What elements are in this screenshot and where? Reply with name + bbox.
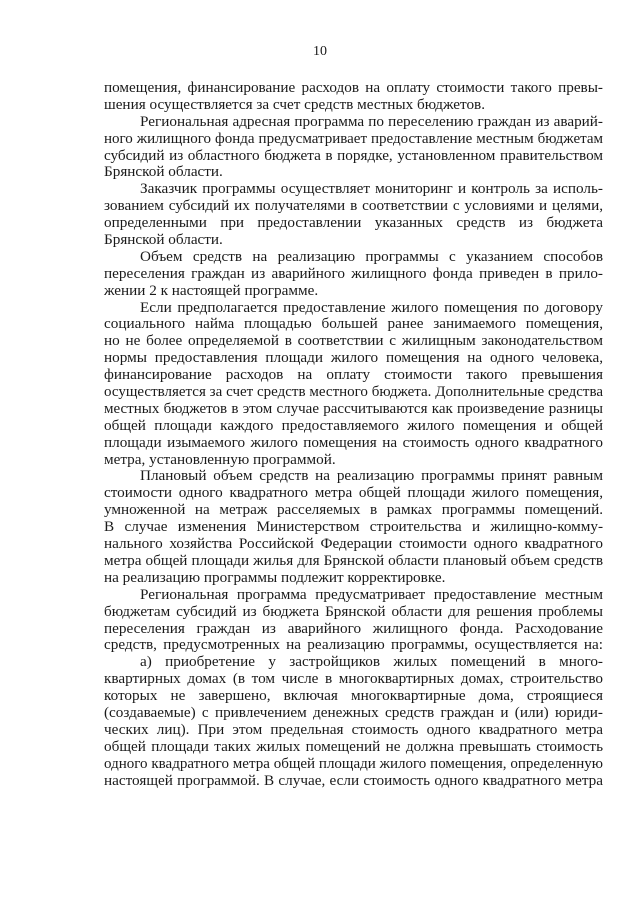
text-line: переселения граждан из аварийного жилищного фонда приведен в прило- bbox=[104, 264, 603, 282]
text-line: субсидий из областного бюджета в порядке, установленном правительством bbox=[104, 146, 603, 164]
text-line: Региональная адресная программа по переселению граждан из аварий- bbox=[140, 112, 603, 130]
text-line: бюджетам субсидий из бюджета Брянской области для решения проблемы bbox=[104, 602, 603, 620]
text-line: В случае изменения Министерством строительства и жилищно-комму- bbox=[104, 518, 603, 536]
text-line: определенными при предоставлении указанных средств из бюджета bbox=[104, 214, 603, 232]
text-line: социального найма площадью большей ранее занимаемого помещения, bbox=[104, 315, 603, 333]
text-line: квартирных домах (в том числе в многоквартирных домах, строительство bbox=[104, 670, 603, 688]
text-line: ного жилищного фонда предусматривает предоставление местным бюджетам bbox=[104, 130, 603, 147]
text-line: нального хозяйства Российской Федерации стоимости одного квадратного bbox=[104, 535, 603, 553]
text-line: нормы предоставления площади жилого помещения на одного человека, bbox=[104, 349, 603, 367]
text-line: жении 2 к настоящей программе. bbox=[104, 281, 319, 299]
text-line: которых не завершено, включая многоквартирные дома, строящиеся bbox=[104, 687, 603, 705]
text-line: а) приобретение у застройщиков жилых помещений в много- bbox=[140, 653, 603, 671]
text-line: Если предполагается предоставление жилого помещения по договору bbox=[140, 298, 603, 316]
text-line: но не более определяемой в соответствии с жилищным законодательством bbox=[104, 332, 603, 350]
text-line: Плановый объем средств на реализацию программы принят равным bbox=[140, 467, 603, 485]
text-line: настоящей программой. В случае, если стоимость одного квадратного метра bbox=[104, 771, 603, 789]
document-body bbox=[104, 80, 603, 789]
text-line: Заказчик программы осуществляет мониторинг и контроль за исполь- bbox=[140, 180, 603, 198]
text-line: Объем средств на реализацию программы с указанием способов bbox=[140, 247, 603, 265]
text-line: средств, предусмотренных на реализацию программы, осуществляется на: bbox=[104, 636, 603, 654]
text-line: Региональная программа предусматривает предоставление местным bbox=[140, 585, 603, 603]
text-line: местных бюджетов в этом случае рассчитываются как произведение разницы bbox=[104, 400, 603, 417]
text-line: Брянской области. bbox=[104, 163, 223, 181]
text-line: Брянской области. bbox=[104, 231, 223, 249]
text-line: финансирование расходов на оплату стоимости такого превышения bbox=[104, 366, 603, 384]
page-number: 10 bbox=[313, 44, 327, 59]
text-line: зованием субсидий их получателями в соответствии с условиями и целями, bbox=[104, 197, 603, 215]
text-line: шения осуществляется за счет средств местных бюджетов. bbox=[104, 95, 486, 113]
text-line: площади изымаемого жилого помещения на стоимость одного квадратного bbox=[104, 433, 603, 451]
text-line: ческих лиц). При этом предельная стоимость одного квадратного метра bbox=[104, 720, 603, 738]
text-line: помещения, финансирование расходов на оплату стоимости такого превы- bbox=[104, 79, 603, 96]
text-line: общей площади каждого предоставляемого жилого помещения и общей bbox=[104, 416, 603, 434]
text-line: метра общей площади жилья для Брянской области плановый объем средств bbox=[104, 551, 603, 569]
text-line: на реализацию программы подлежит корректировке. bbox=[104, 568, 446, 586]
text-line: метра, установленную программой. bbox=[104, 450, 336, 468]
text-line: общей площади таких жилых помещений не должна превышать стоимость bbox=[104, 737, 603, 755]
text-line: одного квадратного метра общей площади жилого помещения, определенную bbox=[104, 755, 603, 772]
text-line: стоимости одного квадратного метра общей площади жилого помещения, bbox=[104, 484, 603, 502]
text-line: осуществляется за счет средств местного бюджета. Дополнительные средства bbox=[104, 384, 603, 401]
text-line: переселения граждан из аварийного жилищного фонда. Расходование bbox=[104, 619, 603, 637]
text-line: умноженной на метраж расселяемых в рамках программы помещений. bbox=[104, 501, 603, 519]
text-line: (создаваемые) с привлечением денежных средств граждан и (или) юриди- bbox=[104, 703, 603, 721]
